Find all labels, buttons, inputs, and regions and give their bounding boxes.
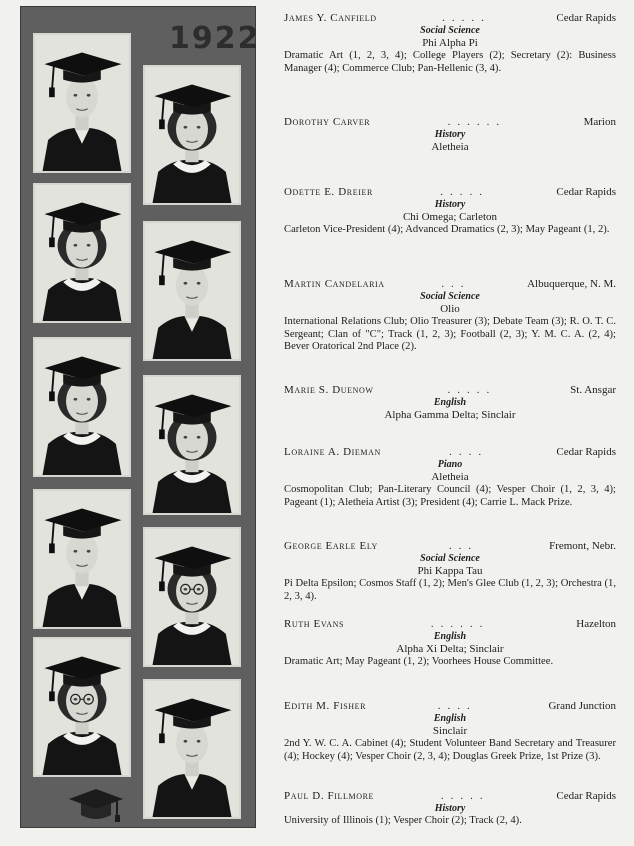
organizations: Chi Omega; Carleton — [402, 211, 498, 223]
major: History — [434, 129, 466, 140]
organizations: Alpha Gamma Delta; Sinclair — [384, 409, 516, 421]
student-entries — [284, 6, 616, 842]
student-name: Ruth Evans — [284, 618, 344, 630]
student-entry: Loraine A. Dieman .... Cedar Rapids Piano Aletheia Cosmopolitan Club; Pan-Literary Council (4); Vesper Choir (1, 2, 3, 4); Pageant (1); Aletheia Artist (3); President (4); Carrie L. Mack Prize. — [284, 446, 616, 508]
activities: Dramatic Art (1, 2, 3, 4); College Players (2); Secretary (2): Business Manager (4); Commerce Club; Pan-Hellenic (3, 4). — [284, 50, 616, 74]
student-entry: Ruth Evans ...... Hazelton English Alpha Xi Delta; Sinclair Dramatic Art; May Pageant (1, 2); Voorhees House Committee. — [284, 618, 616, 667]
student-name: Dorothy Carver — [284, 116, 371, 128]
student-name: James Y. Canfield — [284, 12, 377, 24]
organizations: Phi Alpha Pi — [422, 37, 478, 49]
student-name: Edith M. Fisher — [284, 700, 367, 712]
portrait-drawing — [145, 223, 239, 359]
major: Social Science — [420, 291, 480, 302]
activities: 2nd Y. W. C. A. Cabinet (4); Student Volunteer Band Secretary and Treasurer (4); Hockey (4); Vesper Choir (2, 3, 4); Douglas Greek Prize, 1st Prize (3). — [284, 738, 616, 762]
hometown: Cedar Rapids — [556, 790, 616, 802]
hometown: Hazelton — [576, 618, 616, 630]
activities: Dramatic Art; May Pageant (1, 2); Voorhees House Committee. — [284, 656, 554, 667]
portrait-photo-2 — [143, 65, 241, 205]
hometown: Marion — [583, 116, 616, 128]
student-entry: James Y. Canfield ..... Cedar Rapids Social Science Phi Alpha Pi Dramatic Art (1, 2, 3, 4); College Players (2); Secretary (2): Business Manager (4); Commerce Club; Pan-Hellenic (3, 4). — [284, 12, 616, 74]
student-entry: Dorothy Carver ...... Marion History Aletheia — [284, 116, 616, 153]
portrait-photo-9 — [33, 637, 131, 777]
portrait-drawing — [145, 377, 239, 513]
hometown: Cedar Rapids — [556, 186, 616, 198]
major: History — [434, 803, 466, 814]
organizations: Olio — [440, 303, 460, 315]
portrait-photo-6 — [143, 375, 241, 515]
organizations: Aletheia — [431, 141, 469, 153]
student-name: Martin Candelaria — [284, 278, 385, 290]
student-entry: Martin Candelaria ... Albuquerque, N. M. Social Science Olio International Relations Club; Olio Treasurer (3); Debate Team (3); R. O. T. C. Sergeant; Clan of "C"; Track (1, 2, 3); Football (2, 3); Y. M. C. A. (2, 4); Bever Oratorical 2nd Place (2). — [284, 278, 616, 352]
major: English — [433, 631, 467, 642]
portrait-photo-10 — [143, 679, 241, 819]
hometown: Albuquerque, N. M. — [527, 278, 616, 290]
portrait-drawing — [35, 339, 129, 475]
portrait-drawing — [35, 491, 129, 627]
portrait-drawing — [35, 639, 129, 775]
organizations: Sinclair — [432, 725, 468, 737]
activities: Pi Delta Epsilon; Cosmos Staff (1, 2); Men's Glee Club (1, 2, 3); Orchestra (1, 2, 3, 4). — [284, 578, 616, 602]
portrait-drawing — [35, 185, 129, 321]
student-name: Paul D. Fillmore — [284, 790, 375, 802]
major: Social Science — [420, 25, 480, 36]
portrait-photo-8 — [143, 527, 241, 667]
graduation-cap-icon — [65, 785, 127, 825]
hometown: Grand Junction — [548, 700, 616, 712]
major: English — [433, 713, 467, 724]
portrait-photo-4 — [143, 221, 241, 361]
student-name: Odette E. Dreier — [284, 186, 373, 198]
portrait-drawing — [145, 529, 239, 665]
major: Social Science — [420, 553, 480, 564]
photo-strip — [20, 6, 261, 828]
student-entry: George Earle Ely ... Fremont, Nebr. Social Science Phi Kappa Tau Pi Delta Epsilon; Cosmos Staff (1, 2); Men's Glee Club (1, 2, 3); Orchestra (1, 2, 3, 4). — [284, 540, 616, 602]
major: English — [433, 397, 467, 408]
portrait-photo-3 — [33, 183, 131, 323]
student-entry: Edith M. Fisher .... Grand Junction English Sinclair 2nd Y. W. C. A. Cabinet (4); Student Volunteer Band Secretary and Treasurer (4); Hockey (4); Vesper Choir (2, 3, 4); Douglas Greek Prize, 1st Prize (3). — [284, 700, 616, 762]
student-entry: Marie S. Duenow ..... St. Ansgar English Alpha Gamma Delta; Sinclair — [284, 384, 616, 421]
student-entry: Paul D. Fillmore ..... Cedar Rapids History University of Illinois (1); Vesper Choir (2); Track (2, 4). — [284, 790, 616, 826]
organizations: Phi Kappa Tau — [417, 565, 483, 577]
activities: Cosmopolitan Club; Pan-Literary Council (4); Vesper Choir (1, 2, 3, 4); Pageant (1); Aletheia Artist (3); President (4); Carrie L. Mack Prize. — [284, 484, 616, 508]
hometown: Cedar Rapids — [556, 12, 616, 24]
student-name: George Earle Ely — [284, 540, 378, 552]
hometown: St. Ansgar — [570, 384, 616, 396]
hometown: Fremont, Nebr. — [549, 540, 616, 552]
activities: Carleton Vice-President (4); Advanced Dramatics (2, 3); May Pageant (1, 2). — [284, 224, 610, 235]
organizations: Alpha Xi Delta; Sinclair — [396, 643, 504, 655]
portrait-photo-1 — [33, 33, 131, 173]
organizations: Aletheia — [431, 471, 469, 483]
student-entry: Odette E. Dreier ..... Cedar Rapids History Chi Omega; Carleton Carleton Vice-President (4); Advanced Dramatics (2, 3); May Pageant (1, 2). — [284, 186, 616, 235]
yearbook-year: 1922 — [169, 21, 261, 56]
activities: University of Illinois (1); Vesper Choir (2); Track (2, 4). — [284, 815, 522, 826]
student-name: Loraine A. Dieman — [284, 446, 381, 458]
activities: International Relations Club; Olio Treasurer (3); Debate Team (3); R. O. T. C. Sergeant; Clan of "C"; Track (1, 2, 3); Football (2, 3); Y. M. C. A. (2, 4); Bever Oratorical 2nd Place (2). — [284, 316, 616, 352]
major: History — [434, 199, 466, 210]
student-name: Marie S. Duenow — [284, 384, 374, 396]
portrait-drawing — [145, 681, 239, 817]
portrait-drawing — [145, 67, 239, 203]
portrait-photo-5 — [33, 337, 131, 477]
major: Piano — [437, 459, 463, 470]
portrait-photo-7 — [33, 489, 131, 629]
hometown: Cedar Rapids — [556, 446, 616, 458]
portrait-drawing — [35, 35, 129, 171]
